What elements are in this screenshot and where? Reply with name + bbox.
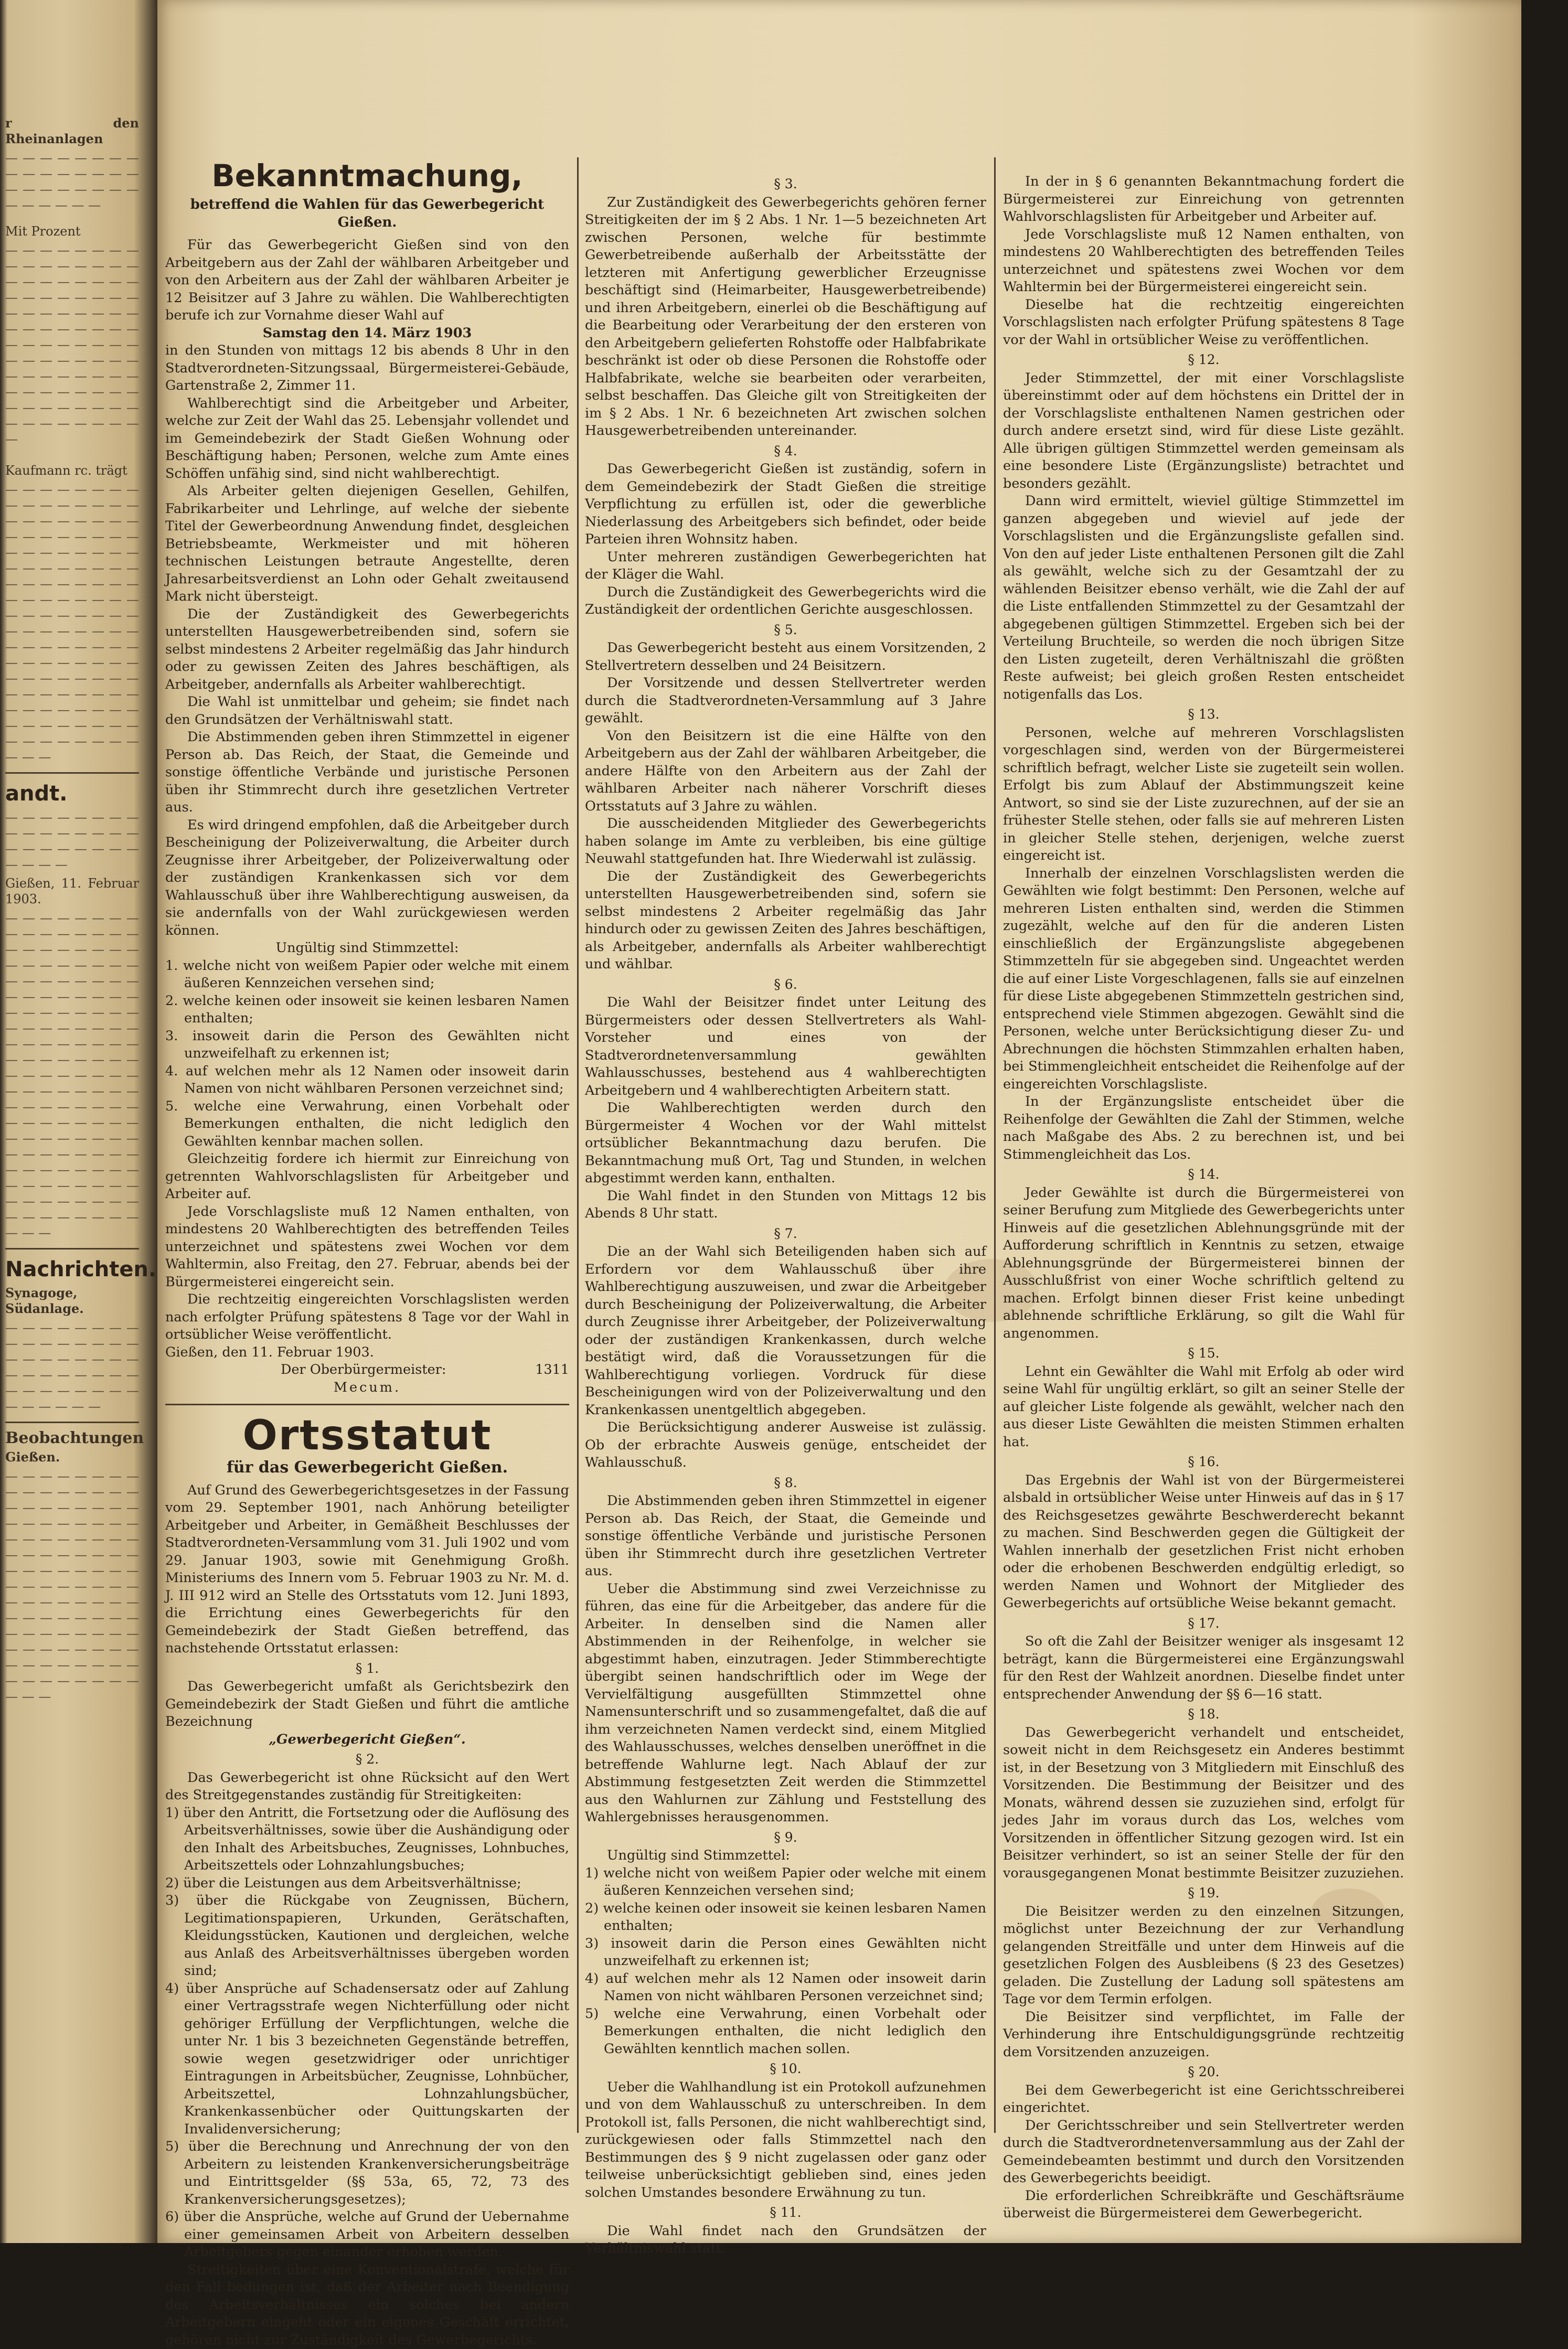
- statute-paragraph: Der Vorsitzende und dessen Stellvertreter werden durch die Stadtverordneten-Versammlung auf 3 Jahre gewählt.: [585, 675, 986, 728]
- list-item: 3) insoweit darin die Person eines Gewählten nicht unzweifelhaft zu erkennen ist;: [585, 1935, 986, 1970]
- section-heading: § 20.: [1003, 2063, 1404, 2081]
- court-name: „Gewerbegericht Gießen“.: [165, 1731, 569, 1749]
- prev-filler-text: — — — — — — — — — — — — — — — — — — — — — — — — — — — — — —: [5, 150, 139, 213]
- section-heading: § 10.: [585, 2060, 986, 2078]
- statute-paragraph: Dieselbe hat die rechtzeitig eingereichten Vorschlagslisten nach erfolgter Prüfung spätestens 8 Tage vor der Wahl in ortsüblicher Weise zu veröffentlichen.: [1003, 296, 1404, 349]
- section-heading: § 2.: [165, 1750, 569, 1768]
- section-heading: § 12.: [1003, 351, 1404, 369]
- statute-paragraph: Jede Vorschlagsliste muß 12 Namen enthalten, von mindestens 20 Wahlberechtigten des betreffenden Teiles unterzeichnet und spätestens zwei Wochen vor dem Wahltermin bei der Bürgermeisterei eingereicht sein.: [1003, 226, 1404, 296]
- statute-paragraph: Die ausscheidenden Mitglieder des Gewerbegerichts haben solange im Amte zu verbleiben, bis eine gültige Neuwahl stattgefunden hat. Ihre Wiederwahl ist zulässig.: [585, 815, 986, 868]
- section-divider: [165, 1404, 569, 1405]
- prev-text-7: Gießen.: [5, 1449, 139, 1465]
- prev-text-1: r den Rheinanlagen: [5, 115, 139, 147]
- statute-paragraph: Das Gewerbegericht besteht aus einem Vorsitzenden, 2 Stellvertretern desselben und 24 Beisitzern.: [585, 639, 986, 675]
- list-item: 2) über die Leistungen aus dem Arbeitsverhältnisse;: [165, 1875, 569, 1893]
- statute-paragraph: Durch die Zuständigkeit des Gewerbegerichts wird die Zuständigkeit der ordentlichen Gerichte ausgeschlossen.: [585, 584, 986, 619]
- jurisdiction-list: [165, 1805, 569, 2261]
- statute-paragraph: Die der Zuständigkeit des Gewerbegerichts unterstellten Hausgewerbetreibenden sind, sofern sie selbst mindestens 2 Arbeiter regelmäßig das Jahr hindurch oder zu gewissen Zeiten des Jahres beschäftigen, als Arbeitgeber, andernfalls als Arbeiter wahlberechtigt und wählbar.: [585, 868, 986, 974]
- list-item: 3. insoweit darin die Person des Gewählten nicht unzweifelhaft zu erkennen ist;: [165, 1028, 569, 1063]
- section-heading: § 3.: [585, 175, 986, 193]
- prev-filler-text: — — — — — — — — — — — — — — — — — — — — — — — — — — — — — — — — — — — — — — — — — — — — — — — — — — — — — — — — — — — — — — — — — — — — — — — — — — — — — — — — — — — — — — — — — — — — — — — — — — — — — — — — — — — — — — — — — — — — — — — — — — — — — — — — — — — — — — — — — — —: [5, 482, 139, 765]
- statute-paragraph: Das Gewerbegericht umfaßt als Gerichtsbezirk den Gemeindebezirk der Stadt Gießen und führt die amtliche Bezeichnung: [165, 1678, 569, 1731]
- list-item: 4. auf welchen mehr als 12 Namen oder insoweit darin Namen von nicht wählbaren Personen verzeichnet sind;: [165, 1063, 569, 1098]
- statute-paragraph: Die erforderlichen Schreibkräfte und Geschäftsräume überweist die Bürgermeisterei dem Gewerbegericht.: [1003, 2187, 1404, 2223]
- statute-paragraph: Die Beisitzer werden zu den einzelnen Sitzungen, möglichst unter Bezeichnung der zur Verhandlung gelangenden Streitfälle und unter dem Hinweis auf die gesetzlichen Folgen des Ausbleibens (§ 23 des Gesetzes) geladen. Die Zustellung der Ladung soll spätestens am Tage vor dem Termin erfolgen.: [1003, 1903, 1404, 2009]
- statute-paragraph: Personen, welche auf mehreren Vorschlagslisten vorgeschlagen sind, werden von der Bürgermeisterei schriftlich befragt, welcher Liste sie zugeteilt sein wollen. Erfolgt bis zum Ablauf der Abstimmungszeit keine Antwort, so sind sie der Liste zuzurechnen, auf der sie an frühester Stelle stehen, oder falls sie auf mehreren Listen in gleicher Stelle stehen, derjenigen, welche zuerst eingereicht ist.: [1003, 724, 1404, 865]
- statute-paragraph: So oft die Zahl der Beisitzer weniger als insgesamt 12 beträgt, kann die Bürgermeisterei eine Ergänzungswahl für den Rest der Wahlzeit anordnen. Dieselbe findet unter entsprechender Anwendung der §§ 6—16 statt.: [1003, 1633, 1404, 1703]
- statute-title: Ortsstatut: [165, 1413, 569, 1459]
- statute-paragraph: Die Wahl findet in den Stunden von Mittags 12 bis Abends 8 Uhr statt.: [585, 1188, 986, 1223]
- statute-paragraph: Die an der Wahl sich Beteiligenden haben sich auf Erfordern vor dem Wahlausschuß über ihre Wahlberechtigung auszuweisen, und zwar die Arbeitgeber durch Bescheinigung der Polizeiverwaltung, die Arbeiter durch Zeugnisse ihrer Arbeitgeber, der Polizeiverwaltung oder der zuständigen Krankenkassen, durch welche bestätigt wird, daß die Voraussetzungen für die Wahlberechtigung vorliegen. Vordruck für diese Bescheinigungen wird von der Polizeiverwaltung und den Krankenkassen unentgeltlich abgegeben.: [585, 1243, 986, 1419]
- newspaper-page: [157, 0, 1521, 2243]
- list-item: 5. welche eine Verwahrung, einen Vorbehalt oder Bemerkungen enthalten, die nicht lediglich den Gewählten kennbar machen sollen.: [165, 1098, 569, 1151]
- prev-divider: [5, 772, 139, 774]
- section-heading: § 14.: [1003, 1166, 1404, 1183]
- statute-paragraph: Das Gewerbegericht Gießen ist zuständig, sofern in dem Gemeindebezirk der Stadt Gießen die streitige Verpflichtung zu erfüllen ist, oder die gewerbliche Niederlassung des Arbeitgebers sich befindet, oder beide Parteien ihren Wohnsitz haben.: [585, 461, 986, 549]
- list-item: 3) über die Rückgabe von Zeugnissen, Büchern, Legitimationspapieren, Urkunden, Gerätschaften, Kleidungsstücken, Kautionen und dergleichen, welche aus Anlaß des Arbeitsverhältnisses übergeben worden sind;: [165, 1892, 569, 1980]
- statute-subtitle: für das Gewerbegericht Gießen.: [165, 1459, 569, 1477]
- statute-paragraph: Die Wahlberechtigten werden durch den Bürgermeister 4 Wochen vor der Wahl mittelst ortsüblicher Bekanntmachung dazu berufen. Die Bekanntmachung muß Ort, Tag und Stunden, in welchen abgestimmt werden kann, enthalten.: [585, 1099, 986, 1188]
- list-item: 4) auf welchen mehr als 12 Namen oder insoweit darin Namen von nicht wählbaren Personen verzeichnet sind;: [585, 1970, 986, 2005]
- statute-paragraph: Das Ergebnis der Wahl ist von der Bürgermeisterei alsbald in ortsüblicher Weise unter Hinweis auf das in § 17 des Reichsgesetzes gewährte Beschwerderecht bekannt zu machen. Sind Beschwerden gegen die Gültigkeit der Wahlen innerhalb der gesetzlichen Frist nicht erhoben oder die erhobenen Beschwerden endgültig erledigt, so werden Namen und Wohnort der Mitglieder des Gewerbegerichts auf ortsübliche Weise bekannt gemacht.: [1003, 1472, 1404, 1613]
- notice-paragraph: Gleichzeitig fordere ich hiermit zur Einreichung von getrennten Wahlvorschlagslisten für Arbeitgeber und Arbeiter auf.: [165, 1150, 569, 1203]
- prev-text-2: Mit Prozent: [5, 223, 139, 239]
- list-item: 4) über Ansprüche auf Schadensersatz oder auf Zahlung einer Vertragsstrafe wegen Nichterfüllung oder nicht gehöriger Erfüllung der Verpflichtungen, welche die unter Nr. 1 bis 3 bezeichneten Gegenstände betreffen, sowie wegen gesetzwidriger oder unrichtiger Eintragungen in Arbeitsbücher, Zeugnisse, Lohnbücher, Arbeitszettel, Lohnzahlungsbücher, Krankenkassenbücher oder Quittungskarten der Invalidenversicherung;: [165, 1980, 569, 2139]
- statute-paragraph: Innerhalb der einzelnen Vorschlagslisten werden die Gewählten wie folgt bestimmt: Den Personen, welche auf mehreren Listen enthalten sind, werden die Stimmen zugezählt, welche auf den für die anderen Listen einschließlich der Ergänzungsliste abgegebenen Stimmzetteln für sie abgegeben sind. Ungeachtet werden die auf einer Liste Vorgeschlagenen, falls sie auf einzelnen für diese Liste abgegebenen Stimmzetteln gestrichen sind, entsprechend viele Stimmen abgezogen. Gewählt sind die Personen, welche unter Berücksichtigung dieser Zu- und Abrechnungen die höchsten Stimmzahlen erhalten haben, bei Stimmengleichheit entscheidet die Reihenfolge auf der eingereichten Vorschlagsliste.: [1003, 865, 1404, 1094]
- statute-paragraph: Die Abstimmenden geben ihren Stimmzettel in eigener Person ab. Das Reich, der Staat, die Gemeinde und sonstige öffentliche Verbände und juristische Personen üben ihr Stimmrecht durch ihre gesetzlichen Vertreter aus.: [585, 1492, 986, 1581]
- prev-text-6: Beobachtungen: [5, 1430, 139, 1446]
- section-heading: § 13.: [1003, 706, 1404, 723]
- section-heading: § 15.: [1003, 1344, 1404, 1362]
- invalid-heading: Ungültig sind Stimmzettel:: [165, 939, 569, 957]
- prev-text-3: Kaufmann rc. trägt: [5, 463, 139, 478]
- section-heading: § 16.: [1003, 1453, 1404, 1471]
- list-item: 2. welche keinen oder insoweit sie keinen lesbaren Namen enthalten;: [165, 992, 569, 1028]
- section-heading: § 1.: [165, 1660, 569, 1678]
- statute-paragraph: Die Beisitzer sind verpflichtet, im Falle der Verhinderung ihre Entschuldigungsgründe rechtzeitig dem Vorsitzenden anzuzeigen.: [1003, 2009, 1404, 2062]
- statute-paragraph: Ueber die Wahlhandlung ist ein Protokoll aufzunehmen und von dem Wahlausschuß zu unterschreiben. In dem Protokoll ist, falls Personen, die nicht wahlberechtigt sind, zurückgewiesen oder falls Stimmzettel nach den Bestimmungen des § 9 nicht zugelassen oder ganz oder teilweise unberücksichtigt geblieben sind, eines jeden solchen Umstandes besondere Erwähnung zu tun.: [585, 2079, 986, 2202]
- statute-paragraph: Zur Zuständigkeit des Gewerbegerichts gehören ferner Streitigkeiten der im § 2 Abs. 1 Nr. 1—5 bezeichneten Art zwischen Personen, welche für bestimmte Gewerbetreibende außerhalb der Arbeitsstätte der letzteren mit Anfertigung gewerblicher Erzeugnisse beschäftigt sind (Heimarbeiter, Hausgewerbetreibende) und ihren Arbeitgebern, einerlei ob die Beschäftigung auf die Bearbeitung oder Verarbeitung der den ersteren von den Arbeitgebern gelieferten Rohstoffe oder Halbfabrikate beschränkt ist oder ob diese Personen die Rohstoffe oder Halbfabrikate, welche sie bearbeiten oder verarbeiten, selbst beschaffen. Das Gleiche gilt von Streitigkeiten der im § 2 Abs. 1 Nr. 6 bezeichneten Art zwischen solchen Hausgewerbetreibenden untereinander.: [585, 194, 986, 440]
- statute-paragraph: Unter mehreren zuständigen Gewerbegerichten hat der Kläger die Wahl.: [585, 549, 986, 584]
- prev-divider: [5, 1422, 139, 1423]
- section-heading: § 4.: [585, 442, 986, 460]
- statute-paragraph: Jeder Stimmzettel, der mit einer Vorschlagsliste übereinstimmt oder auf dem höchstens ein Drittel der in der Vorschlagsliste enthaltenen Namen gestrichen oder durch andere ersetzt sind, wird für diese Liste gezählt. Alle übrigen gültigen Stimmzettel werden gemeinsam als eine besondere Liste (Ergänzungsliste) betrachtet und besonders gezählt.: [1003, 370, 1404, 493]
- notice-paragraph: Als Arbeiter gelten diejenigen Gesellen, Gehilfen, Fabrikarbeiter und Lehrlinge, auf welche der siebente Titel der Gewerbeordnung Anwendung findet, desgleichen Betriebsbeamte, Werkmeister und mit höheren technischen Leistungen betraute Angestellte, deren Jahresarbeitsverdienst an Lohn oder Gehalt zweitausend Mark nicht übersteigt.: [165, 483, 569, 606]
- notice-paragraph: Jede Vorschlagsliste muß 12 Namen enthalten, von mindestens 20 Wahlberechtigten des betreffenden Teiles unterzeichnet und spätestens zwei Wochen vor dem Wahltermin, also Freitag, den 27. Februar, abends bei der Bürgermeisterei eingereicht sein.: [165, 1203, 569, 1291]
- statute-paragraph: Die Wahl findet nach den Grundsätzen der Verhältniswahl statt.: [585, 2223, 986, 2258]
- statute-paragraph: Dann wird ermittelt, wieviel gültige Stimmzettel im ganzen abgegeben und wieviel auf jede der Vorschlagslisten und die Ergänzungsliste gefallen sind. Von den auf jeder Liste enthaltenen Personen gilt die Zahl als gewählt, welche sich zu der Gesamtzahl der zu wählenden Beisitzer ebenso verhält, wie die Zahl der auf die Liste entfallenden Stimmzettel zu der Gesamtzahl der abgegebenen gültigen Stimmzettel. Ergeben sich bei der Verteilung Bruchteile, so werden die noch übrigen Sitze den Listen zugeteilt, deren Verhältniszahl die größten Reste aufweist; bei gleich großen Resten entscheidet notigenfalls das Los.: [1003, 493, 1404, 703]
- prev-heading-2: Nachrichten.: [5, 1257, 139, 1282]
- column-divider: [994, 157, 996, 2133]
- notice-paragraph: Für das Gewerbegericht Gießen sind von den Arbeitgebern aus der Zahl der wählbaren Arbeitgeber und von den Arbeitern aus der Zahl der wählbaren Arbeiter je 12 Beisitzer auf 3 Jahre zu wählen. Die Wahlberechtigten berufe ich zur Vornahme dieser Wahl auf: [165, 237, 569, 325]
- previous-page-column: [5, 115, 139, 1707]
- list-item: 6) über die Ansprüche, welche auf Grund der Uebernahme einer gemeinsamen Arbeit von Arbeitern desselben Arbeitgebers gegen einander erhoben werden.: [165, 2208, 569, 2261]
- prev-divider: [5, 1248, 139, 1250]
- list-item: 1. welche nicht von weißem Papier oder welche mit einem äußeren Kennzeichen versehen sind;: [165, 957, 569, 992]
- prev-filler-text: — — — — — — — — — — — — — — — — — — — — — — — — — — — — — — — — — — — — — — — — — — — — — —: [5, 1320, 139, 1414]
- prev-filler-text: — — — — — — — — — — — — — — — — — — — — — — — — — — — — — — — — — — — — — — — — — — — — — — — — — — — — — — — — — — — — — — — — — — — — — — — — — — — — — — — — — — — — — — — — — — — — — — — — —: [5, 242, 139, 447]
- list-item: 5) über die Berechnung und Anrechnung der von den Arbeitern zu leistenden Krankenversicherungsbeiträge und Eintrittsgelder (§§ 53a, 65, 72, 73 des Krankenversicherungsgesetzes);: [165, 2138, 569, 2208]
- list-item: 1) welche nicht von weißem Papier oder welche mit einem äußeren Kennzeichen versehen sind;: [585, 1865, 986, 1900]
- statute-paragraph: Die Wahl der Beisitzer findet unter Leitung des Bürgermeisters oder dessen Stellvertreters als Wahl-Vorsteher und eines von der Stadtverordnetenversammlung gewählten Wahlausschusses, bestehend aus 4 wahlberechtigten Arbeitgebern und 4 wahlberechtigten Arbeitern statt.: [585, 994, 986, 1099]
- statute-paragraph: Streitigkeiten über eine Konventionalstrafe, welche für den Fall bedungen ist, daß der Arbeiter nach Beendigung des Arbeitsverhältnisses ein solches bei andern Arbeitgebern eingeht oder ein eigenes Geschäft errichtet, gehören nicht zur Zuständigkeit des Gewerbegerichts.: [165, 2261, 569, 2349]
- prev-filler-text: — — — — — — — — — — — — — — — — — — — — — — — — — — — — — — — — — — — — — — — — — — — — — — — — — — — — — — — — — — — — — — — — — — — — — — — — — — — — — — — — — — — — — — — — — — — — — — — — — — — — — — — — — — — — — — — — — — — — — — — — — — — — — — — — — — — — — — — — — — — — — — — — — — — — — — — — — — — — — — — — — — —: [5, 910, 139, 1241]
- section-heading: § 19.: [1003, 1884, 1404, 1902]
- statute-paragraph: Ungültig sind Stimmzettel:: [585, 1847, 986, 1865]
- invalid-ballot-list: [585, 1865, 986, 2058]
- statute-paragraph: In der in § 6 genannten Bekanntmachung fordert die Bürgermeisterei zur Einreichung von getrennten Wahlvorschlagslisten für Arbeitgeber und Arbeiter auf.: [1003, 173, 1404, 226]
- column-2: [585, 173, 986, 2258]
- notice-paragraph: Wahlberechtigt sind die Arbeitgeber und Arbeiter, welche zur Zeit der Wahl das 25. Lebensjahr vollendet und im Gemeindebezirk der Stadt Gießen Wohnung oder Beschäftigung haben; Personen, welche zum Amte eines Schöffen unfähig sind, sind nicht wahlberechtigt.: [165, 395, 569, 483]
- notice-paragraph: Die der Zuständigkeit des Gewerbegerichts unterstellten Hausgewerbetreibenden sind, sofern sie selbst mindestens 2 Arbeiter regelmäßig das Jahr hindurch oder zu gewissen Zeiten des Jahres beschäftigen, als Arbeitgeber, andernfalls als Arbeiter wahlberechtigt.: [165, 606, 569, 694]
- place-date: Gießen, den 11. Februar 1903.: [165, 1344, 569, 1362]
- statute-paragraph: Die Berücksichtigung anderer Ausweise ist zulässig. Ob der erbrachte Ausweis genüge, entscheidet der Wahlausschuß.: [585, 1419, 986, 1472]
- prev-text-5: Synagoge, Südanlage.: [5, 1285, 139, 1317]
- section-heading: § 17.: [1003, 1615, 1404, 1632]
- statute-paragraph: Jeder Gewählte ist durch die Bürgermeisterei von seiner Berufung zum Mitgliede des Gewerbegerichts unter Hinweis auf die gesetzlichen Ablehnungsgründe mit der Aufforderung schriftlich in Kenntnis zu setzen, etwaige Ablehnungsgründe der Bürgermeisterei binnen der Ausschlußfrist von einer Woche schriftlich geltend zu machen. Erfolgt binnen dieser Frist keine unbedingt ablehnende schriftliche Erklärung, so gilt die Wahl für angenommen.: [1003, 1184, 1404, 1343]
- notice-paragraph: Die rechtzeitig eingereichten Vorschlagslisten werden nach erfolgter Prüfung spätestens 8 Tage vor der Wahl in ortsüblicher Weise veröffentlicht.: [165, 1291, 569, 1344]
- election-date: Samstag den 14. März 1903: [165, 325, 569, 343]
- signature-row: [165, 1361, 569, 1379]
- column-1: [165, 157, 569, 2349]
- notice-subtitle: betreffend die Wahlen für das Gewerbegericht Gießen.: [165, 196, 569, 231]
- notice-paragraph: Die Abstimmenden geben ihren Stimmzettel in eigener Person ab. Das Reich, der Staat, die Gemeinde und sonstige öffentliche Verbände und juristische Personen üben ihr Stimmrecht durch ihre gesetzlichen Vertreter aus.: [165, 729, 569, 817]
- statute-paragraph: Bei dem Gewerbegericht ist eine Gerichtsschreiberei eingerichtet.: [1003, 2082, 1404, 2117]
- prev-heading-1: andt.: [5, 781, 139, 806]
- statute-paragraph: Das Gewerbegericht verhandelt und entscheidet, soweit nicht in dem Reichsgesetz ein Anderes bestimmt ist, in der Besetzung von 3 Mitgliedern mit Einschluß des Vorsitzenden. Die Bestimmung der Beisitzer und des Monats, während dessen sie zuzuziehen sind, erfolgt für jedes Jahr im voraus durch das Los, welches vom Vorsitzenden in öffentlicher Sitzung gezogen wird. Ist ein Beisitzer verhindert, so ist an seiner Stelle der für den vorausgegangenen Monat bestimmte Beisitzer zuzuziehen.: [1003, 1724, 1404, 1883]
- section-heading: § 11.: [585, 2204, 986, 2222]
- list-item: 1) über den Antritt, die Fortsetzung oder die Auflösung des Arbeitsverhältnisses, sowie über die Aushändigung oder den Inhalt des Arbeitsbuches, Zeugnisses, Lohnbuches, Arbeitszettels oder Lohnzahlungsbuches;: [165, 1805, 569, 1875]
- signature-name: Mecum.: [165, 1379, 569, 1397]
- statute-paragraph: Ueber die Abstimmung sind zwei Verzeichnisse zu führen, das eine für die Arbeitgeber, das andere für die Arbeiter. In denselben sind die Namen aller Abstimmenden in der Reihenfolge, in welcher sie abgestimmt haben, einzutragen. Jeder Stimmberechtigte übergibt seinen handschriftlich oder im Wege der Vervielfältigung ausgefüllten Stimmzettel ohne Namensunterschrift und so zusammengefaltet, daß die auf ihm verzeichneten Namen verdeckt sind, einem Mitglied des Wahlausschusses, welches denselben uneröffnet in die betreffende Wahlurne legt. Nach Ablauf der zur Abstimmung festgesetzten Zeit werden die Stimmzettel aus den Wahlurnen zur Zählung und Feststellung des Wahlergebnisses herausgenommen.: [585, 1581, 986, 1827]
- invalid-list: [165, 957, 569, 1151]
- column-3: [1003, 173, 1404, 2223]
- prev-filler-text: — — — — — — — — — — — — — — — — — — — — — — — — — — — — — — — — — — — — — — — — — — — — — — — — — — — — — — — — — — — — — — — — — — — — — — — — — — — — — — — — — — — — — — — — — — — — — — — — — — — — — — — — — — — — — — — — — — —: [5, 1468, 139, 1704]
- statute-paragraph: Lehnt ein Gewählter die Wahl mit Erfolg ab oder wird seine Wahl für ungültig erklärt, so gilt an seiner Stelle der auf gleicher Liste folgende als gewählt, welcher nach den aus dieser Liste Gewählten die meisten Stimmen erhalten hat.: [1003, 1363, 1404, 1451]
- notice-paragraph: Die Wahl ist unmittelbar und geheim; sie findet nach den Grundsätzen der Verhältniswahl statt.: [165, 693, 569, 729]
- section-heading: § 7.: [585, 1225, 986, 1243]
- statute-paragraph: Von den Beisitzern ist die eine Hälfte von den Arbeitgebern aus der Zahl der wählbaren Arbeitgeber, die andere Hälfte von den Arbeitern aus der Zahl der wählbaren Arbeiter nach näherer Vorschrift dieses Ortsstatuts auf 3 Jahre zu wählen.: [585, 728, 986, 816]
- statute-intro: Auf Grund des Gewerbegerichtsgesetzes in der Fassung vom 29. September 1901, nach Anhörung beteiligter Arbeitgeber und Arbeiter, in Gemäßheit Beschlusses der Stadtverordneten-Versammlung vom 31. Juli 1902 und vom 29. Januar 1903, sowie mit Genehmigung Großh. Ministeriums des Innern vom 5. Februar 1903 zu Nr. M. d. J. III 912 wird an Stelle des Ortsstatuts vom 12. Juni 1893, die Errichtung eines Gewerbegerichts für den Gemeindebezirk der Stadt Gießen betreffend, das nachstehende Ortsstatut erlassen:: [165, 1482, 569, 1658]
- statute-paragraph: Das Gewerbegericht ist ohne Rücksicht auf den Wert des Streitgegenstandes zuständig für Streitigkeiten:: [165, 1769, 569, 1805]
- section-heading: § 18.: [1003, 1705, 1404, 1723]
- signature-office: Der Oberbürgermeister:: [165, 1361, 446, 1379]
- notice-number: 1311: [535, 1361, 569, 1379]
- notice-title: Bekanntmachung,: [165, 157, 569, 194]
- prev-filler-text: — — — — — — — — — — — — — — — — — — — — — — — — — — — —: [5, 809, 139, 872]
- list-item: 2) welche keinen oder insoweit sie keinen lesbaren Namen enthalten;: [585, 1900, 986, 1935]
- column-divider: [577, 157, 579, 2133]
- section-heading: § 5.: [585, 621, 986, 639]
- section-heading: § 6.: [585, 976, 986, 994]
- previous-page-edge: [0, 0, 157, 2243]
- notice-paragraph: Es wird dringend empfohlen, daß die Arbeitgeber durch Bescheinigung der Polizeiverwaltung, die Arbeiter durch Zeugnisse ihrer Arbeitgeber, der Polizeiverwaltung oder der zuständigen Krankenkassen sich vor dem Wahlausschuß über ihre Wahlberechtigung ausweisen, da sie andernfalls von der Wahl zurückgewiesen werden können.: [165, 817, 569, 940]
- statute-paragraph: Der Gerichtsschreiber und sein Stellvertreter werden durch die Stadtverordnetenversammlung aus der Zahl der Gemeindebeamten bestimmt und durch den Vorsitzenden des Gewerbegerichts beeidigt.: [1003, 2117, 1404, 2187]
- list-item: 5) welche eine Verwahrung, einen Vorbehalt oder Bemerkungen enthalten, die nicht lediglich den Gewählten kenntlich machen sollen.: [585, 2005, 986, 2058]
- prev-text-4: Gießen, 11. Februar 1903.: [5, 875, 139, 907]
- notice-paragraph: in den Stunden von mittags 12 bis abends 8 Uhr in den Stadtverordneten-Sitzungssaal, Bürgermeisterei-Gebäude, Gartenstraße 2, Zimmer 11.: [165, 342, 569, 395]
- section-heading: § 8.: [585, 1474, 986, 1492]
- statute-paragraph: In der Ergänzungsliste entscheidet über die Reihenfolge der Gewählten die Zahl der Stimmen, welche nach Maßgabe des Abs. 2 zu berechnen ist, und bei Stimmengleichheit das Los.: [1003, 1093, 1404, 1163]
- section-heading: § 9.: [585, 1829, 986, 1846]
